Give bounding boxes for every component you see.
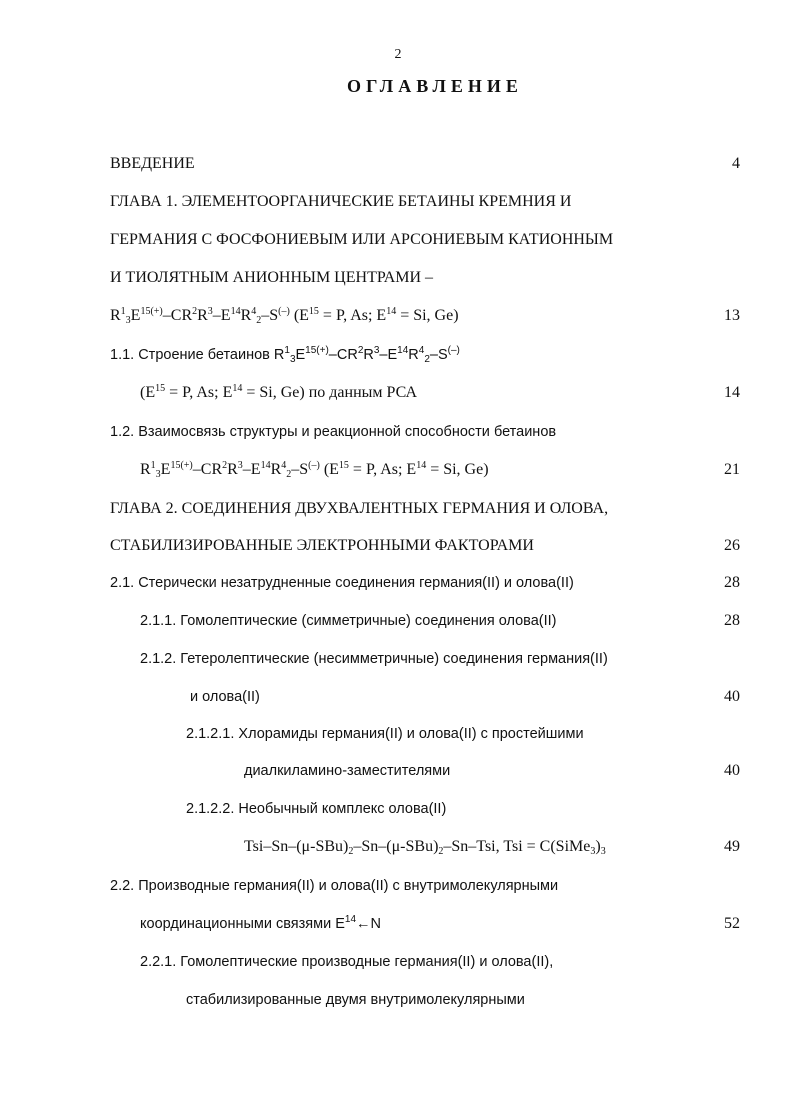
toc-entry-text: стабилизированные двумя внутримолекулярными <box>186 992 525 1008</box>
toc-entry-page-number: 40 <box>724 688 740 705</box>
toc-entry-text: ($E^{15} = P$, As; $E^{14} = Si$, Ge) по данным РСА <box>140 383 418 401</box>
toc-entry-text: ГЛАВА 2. СОЕДИНЕНИЯ ДВУХВАЛЕНТНЫХ ГЕРМАНИЯ И ОЛОВА, <box>110 500 609 517</box>
toc-entry-text: 2.2. Производные германия(II) и олова(II) с внутримолекулярными <box>110 878 559 894</box>
toc-entry-text: 2.1.2.1. Хлорамиды германия(II) и олова(II) с простейшими <box>186 726 584 742</box>
toc-entry-text: и олова(II) <box>190 689 260 705</box>
toc-entry-text: 2.1. Стерически незатрудненные соединения германия(II) и олова(II) <box>110 575 574 591</box>
toc-entry-text: диалкиламино-заместителями <box>244 763 451 779</box>
toc-entry-page-number: 49 <box>724 838 740 855</box>
toc-entry-page-number: 4 <box>732 155 740 172</box>
toc-entry-text: ВВЕДЕНИЕ <box>110 155 195 172</box>
toc-entry-text: ГЕРМАНИЯ С ФОСФОНИЕВЫМ ИЛИ АРСОНИЕВЫМ КАТИОННЫМ <box>110 231 614 248</box>
toc-entry-text: 2.1.1. Гомолептические (симметричные) соединения олова(II) <box>140 613 557 629</box>
toc-entry-text: $R^1_3E^{15(+)}-CR^2R^3-E^{14}R^4_2-S^{(-)}$ ($E^{15} = P$, As; $E^{14} = Si$, Ge) <box>140 460 489 480</box>
toc-entry-text: 1.1. Строение бетаинов $R^1_3E^{15(+)}-CR^2R^3-E^{14}R^4_2-S^{(-)}$ <box>110 345 460 365</box>
toc-entry-text: СТАБИЛИЗИРОВАННЫЕ ЭЛЕКТРОННЫМИ ФАКТОРАМИ <box>110 537 534 554</box>
toc-entry-page-number: 28 <box>724 574 740 591</box>
page-title: ОГЛАВЛЕНИЕ <box>347 76 523 96</box>
toc-entry-text: 2.1.2. Гетеролептические (несимметричные) соединения германия(II) <box>140 651 608 667</box>
page-number: 2 <box>394 47 402 62</box>
toc-entry-text: $R^1_3E^{15(+)}-CR^2R^3-E^{14}R^4_2-S^{(-)}$ ($E^{15} = P$, As; $E^{14} = Si$, Ge) <box>110 306 459 326</box>
toc-entry-text: ГЛАВА 1. ЭЛЕМЕНТООРГАНИЧЕСКИЕ БЕТАИНЫ КРЕМНИЯ И <box>110 193 572 210</box>
toc-entry-page-number: 14 <box>724 384 740 401</box>
toc-entry-page-number: 52 <box>724 915 740 932</box>
toc-entry-text: 1.2. Взаимосвязь структуры и реакционной способности бетаинов <box>110 424 557 440</box>
toc-entry-text: 2.1.2.2. Необычный комплекс олова(II) <box>186 801 447 817</box>
toc-entry-page-number: 13 <box>724 307 740 324</box>
toc-entry-page-number: 40 <box>724 762 740 779</box>
toc-entry-page-number: 26 <box>724 537 740 554</box>
toc-entry-text: Tsi–$Sn-(\mu-SBu)_2-Sn-(\mu-SBu)_2-Sn$–Tsi, Tsi = $C(SiMe_3)_3$ <box>244 838 606 857</box>
toc-entry-page-number: 21 <box>724 461 740 478</box>
toc-entry-text: И ТИОЛЯТНЫМ АНИОННЫМ ЦЕНТРАМИ – <box>110 269 434 286</box>
toc-entry-page-number: 28 <box>724 612 740 629</box>
toc-entry-text: координационными связями $E^{14}\leftarrow N$ <box>140 914 382 932</box>
toc-entry-text: 2.2.1. Гомолептические производные германия(II) и олова(II), <box>140 954 554 970</box>
